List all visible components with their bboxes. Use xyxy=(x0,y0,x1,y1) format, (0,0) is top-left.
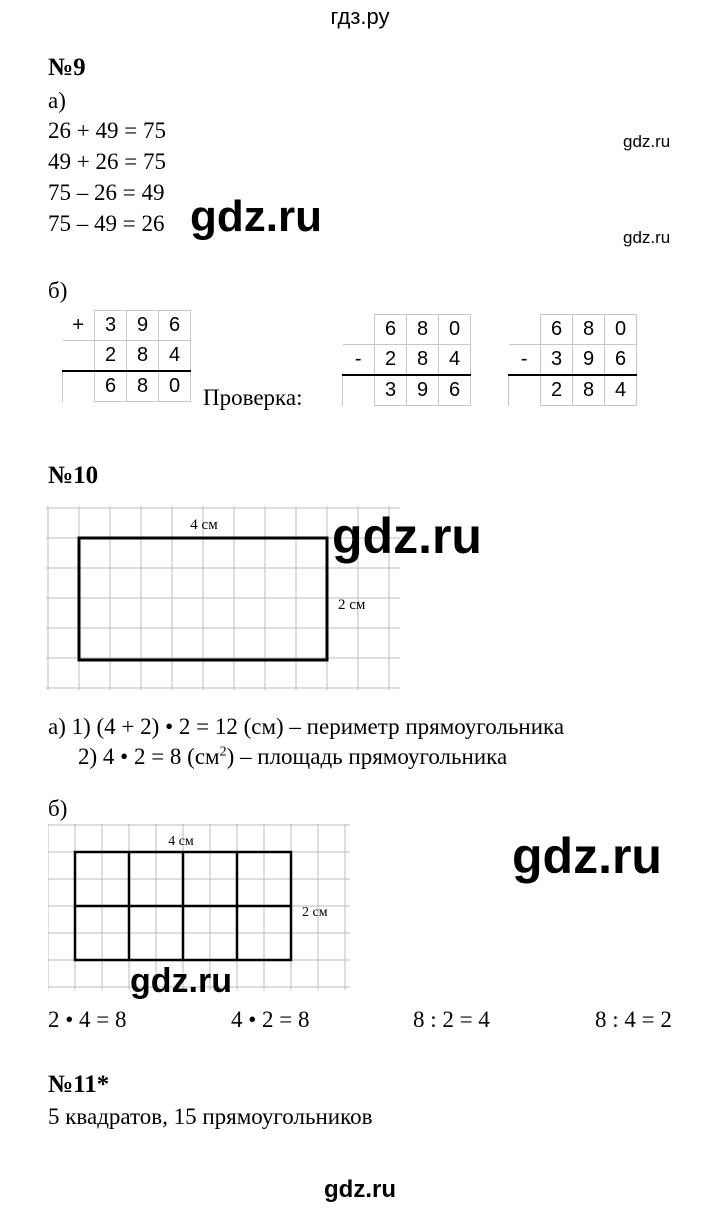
task9-part-a-label: а) xyxy=(48,88,66,113)
watermark: gdz.ru xyxy=(332,508,482,564)
empty-cell xyxy=(509,315,541,345)
digit-cell: 8 xyxy=(407,345,439,376)
operator-sign: - xyxy=(343,345,375,376)
watermark: gdz.ru xyxy=(512,828,662,884)
digit-cell: 8 xyxy=(127,341,159,372)
empty-cell xyxy=(63,341,95,372)
digit-cell: 3 xyxy=(541,345,573,376)
digit-cell: 8 xyxy=(407,315,439,345)
line2-suffix: ) – площадь прямоугольника xyxy=(226,744,508,769)
footer-watermark: gdz.ru xyxy=(324,1176,396,1203)
digit-cell: 6 xyxy=(439,375,471,406)
digit-cell: 6 xyxy=(605,345,637,376)
subtraction-table-1 xyxy=(342,314,471,406)
digit-cell: 9 xyxy=(127,311,159,341)
task9-equation: 75 – 26 = 49 xyxy=(48,180,165,205)
digit-cell: 8 xyxy=(573,315,605,345)
digit-cell: 2 xyxy=(541,375,573,406)
digit-cell: 0 xyxy=(439,315,471,345)
height-label: 2 см xyxy=(302,905,328,920)
task9-part-b-label: б) xyxy=(48,278,68,303)
task10-part-b-label: б) xyxy=(48,796,68,821)
digit-cell: 9 xyxy=(407,375,439,406)
digit-cell: 8 xyxy=(573,375,605,406)
empty-cell xyxy=(343,375,375,406)
digit-cell: 6 xyxy=(159,311,191,341)
task11-answer: 5 квадратов, 15 прямоугольников xyxy=(48,1104,373,1129)
digit-cell: 2 xyxy=(375,345,407,376)
empty-cell xyxy=(509,375,541,406)
digit-cell: 8 xyxy=(127,371,159,402)
task9-equation: 49 + 26 = 75 xyxy=(48,149,166,174)
width-label: 4 см xyxy=(168,834,194,849)
subtraction-table-2 xyxy=(508,314,637,406)
digit-cell: 6 xyxy=(375,315,407,345)
task10-part-b-equation: 8 : 2 = 4 xyxy=(413,1007,490,1032)
digit-cell: 6 xyxy=(95,371,127,402)
task11-heading: №11* xyxy=(48,1071,110,1098)
empty-cell xyxy=(343,315,375,345)
operator-sign: - xyxy=(509,345,541,376)
task10-heading: №10 xyxy=(48,462,99,489)
check-label: Проверка: xyxy=(203,385,303,410)
task10-part-b-equation: 4 • 2 = 8 xyxy=(231,1007,310,1032)
digit-cell: 0 xyxy=(605,315,637,345)
superscript: 2 xyxy=(219,744,227,760)
digit-cell: 2 xyxy=(95,341,127,372)
digit-cell: 0 xyxy=(159,371,191,402)
digit-cell: 4 xyxy=(439,345,471,376)
digit-cell: 4 xyxy=(605,375,637,406)
task10-part-a-line2 xyxy=(78,744,507,770)
addition-table xyxy=(62,310,191,402)
digit-cell: 3 xyxy=(375,375,407,406)
task9-heading: №9 xyxy=(48,54,86,81)
task10-part-b-equation: 8 : 4 = 2 xyxy=(595,1007,672,1032)
line2-prefix: 2) 4 • 2 = 8 (см xyxy=(78,744,220,769)
digit-cell: 9 xyxy=(573,345,605,376)
watermark: gdz.ru xyxy=(190,192,322,241)
empty-cell xyxy=(63,371,95,402)
task9-equation: 26 + 49 = 75 xyxy=(48,118,166,143)
task10-part-b-equation: 2 • 4 = 8 xyxy=(48,1007,127,1032)
task10-part-a-line1: а) 1) (4 + 2) • 2 = 12 (см) – периметр прямоугольника xyxy=(48,714,565,739)
digit-cell: 3 xyxy=(95,311,127,341)
watermark: gdz.ru xyxy=(623,132,671,151)
watermark: gdz.ru xyxy=(130,962,232,1000)
height-label: 2 см xyxy=(338,597,366,613)
task9-equation: 75 – 49 = 26 xyxy=(48,211,165,236)
page-header-title: гдз.ру xyxy=(330,4,390,29)
digit-cell: 6 xyxy=(541,315,573,345)
width-label: 4 см xyxy=(190,517,218,533)
digit-cell: 4 xyxy=(159,341,191,372)
watermark: gdz.ru xyxy=(623,228,671,247)
subdivided-rectangle xyxy=(75,852,291,960)
operator-sign: + xyxy=(63,311,95,341)
